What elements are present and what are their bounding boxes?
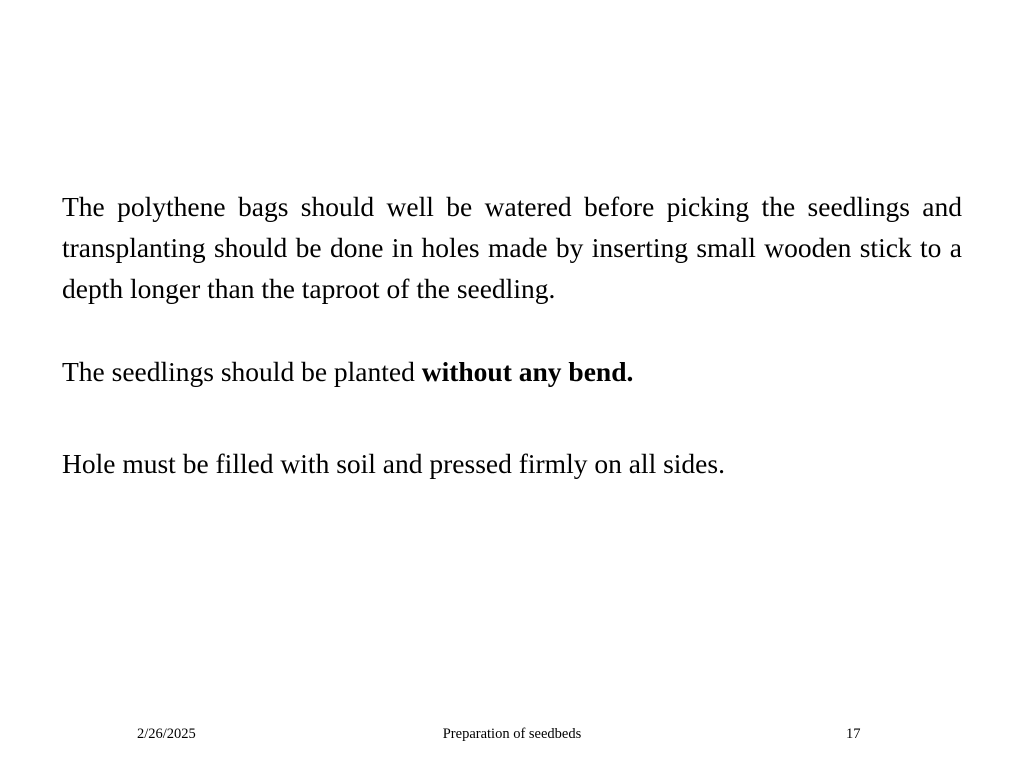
paragraph-planting — [62, 351, 962, 392]
paragraph-transplanting: The polythene bags should well be watered before picking the seedlings and transplanting should be done in holes made by inserting small wooden stick to a depth longer than the taproot of the seedling. — [62, 191, 962, 304]
footer-date: 2/26/2025 — [137, 726, 196, 742]
paragraph-filling: Hole must be filled with soil and pressed firmly on all sides. — [62, 448, 725, 479]
paragraph-planting-text: The seedlings should be planted — [62, 356, 422, 387]
footer-page-number: 17 — [846, 726, 861, 742]
footer-title: Preparation of seedbeds — [442, 726, 582, 742]
paragraph-planting-emphasis: without any bend. — [421, 356, 634, 387]
slide-body — [62, 186, 962, 484]
